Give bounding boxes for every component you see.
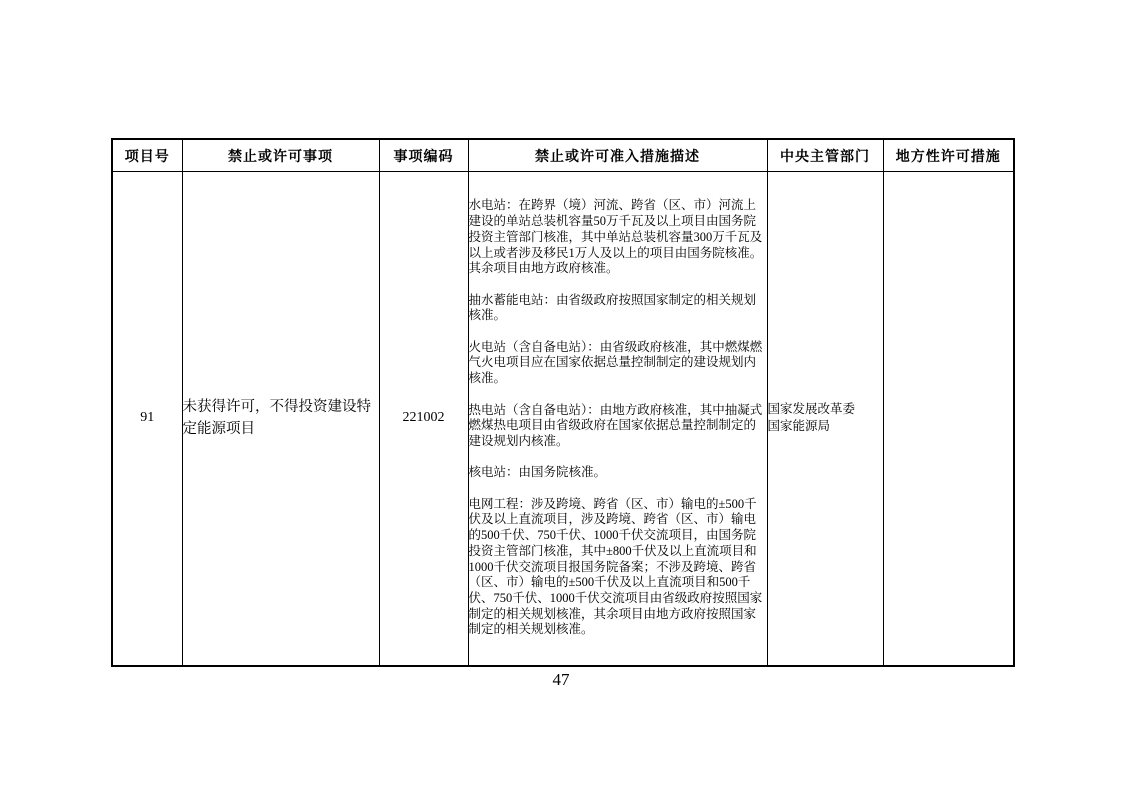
table-row bbox=[112, 172, 1014, 666]
cell-code: 221002 bbox=[379, 172, 468, 666]
header-project-no: 项目号 bbox=[112, 139, 182, 172]
measures-paragraph-power-grid: 电网工程：涉及跨境、跨省（区、市）输电的±500千伏及以上直流项目，涉及跨境、跨省（区、市）输电的500千伏、750千伏、1000千伏交流项目，由国务院投资主管部门核准，其中±800千伏及以上直流项目和1000千伏交流项目报国务院备案；不涉及跨境、跨省（区、市）输电的±500千伏及以上直流项目和500千伏、750千伏、1000千伏交流项目由省级政府按照国家制定的相关规划核准，其余项目由地方政府按照国家制定的相关规划核准。 bbox=[468, 496, 763, 637]
cell-project-no: 91 bbox=[112, 172, 182, 666]
cell-measures-description bbox=[468, 172, 767, 666]
measures-paragraph-pumped-storage: 抽水蓄能电站：由省级政府按照国家制定的相关规划核准。 bbox=[468, 292, 757, 323]
header-matter: 禁止或许可事项 bbox=[182, 139, 379, 172]
cell-central-department bbox=[767, 172, 883, 666]
table-header-row bbox=[112, 139, 1014, 172]
measures-paragraph-hydropower: 水电站：在跨界（境）河流、跨省（区、市）河流上建设的单站总装机容量50万千瓦及以上项目由国务院投资主管部门核准，其中单站总装机容量300万千瓦及以上或者涉及移民1万人及以上的项目由国务院核准。其余项目由地方政府核准。 bbox=[468, 198, 763, 276]
header-measures-description: 禁止或许可准入措施描述 bbox=[468, 139, 767, 172]
page-number: 47 bbox=[552, 670, 570, 689]
cell-local-measures bbox=[883, 172, 1014, 666]
central-department-1: 国家发展改革委 bbox=[767, 402, 856, 417]
measures-paragraph-thermal-power: 火电站（含自备电站）：由省级政府核准，其中燃煤燃气火电项目应在国家依据总量控制制定的建设规划内核准。 bbox=[468, 339, 763, 386]
central-department-2: 国家能源局 bbox=[767, 419, 831, 434]
measures-paragraph-cogeneration: 热电站（含自备电站）：由地方政府核准，其中抽凝式燃煤热电项目由省级政府在国家依据总量控制制定的建设规划内核准。 bbox=[468, 402, 763, 448]
header-code: 事项编码 bbox=[379, 139, 468, 172]
header-local-measures: 地方性许可措施 bbox=[883, 139, 1014, 172]
measures-table bbox=[111, 138, 1015, 667]
header-central-department: 中央主管部门 bbox=[767, 139, 883, 172]
cell-matter: 未获得许可，不得投资建设特定能源项目 bbox=[182, 172, 379, 666]
measures-paragraph-nuclear: 核电站：由国务院核准。 bbox=[468, 465, 607, 480]
